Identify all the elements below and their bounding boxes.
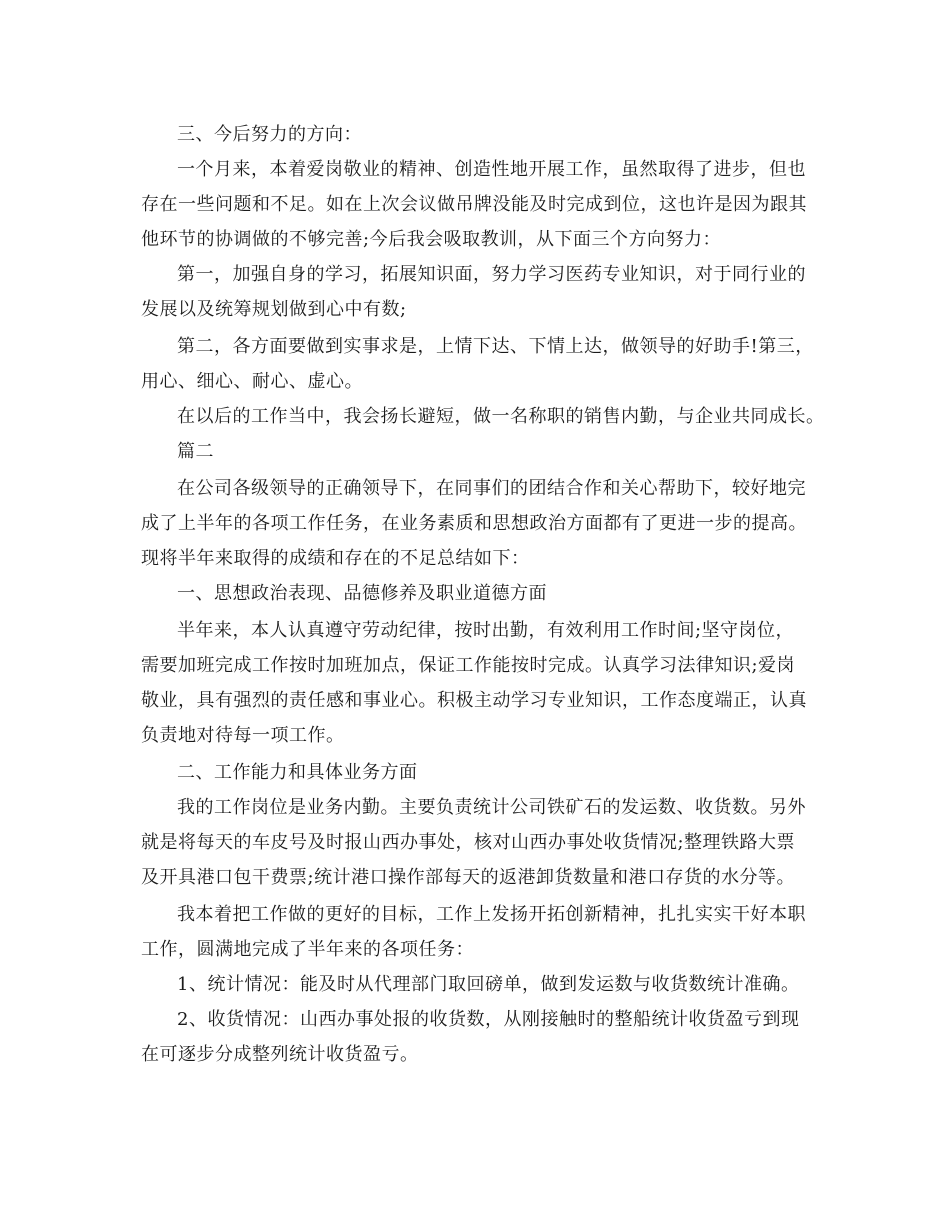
- paragraph-line: 敬业，具有强烈的责任感和事业心。积极主动学习专业知识，工作态度端正，认真: [141, 690, 807, 711]
- list-item-statistics: 1、统计情况：能及时从代理部门取回磅单，做到发运数与收货数统计准确。: [177, 974, 800, 995]
- paragraph-line: 在以后的工作当中，我会扬长避短，做一名称职的销售内勤，与企业共同成长。: [177, 406, 825, 427]
- section-heading-political: 一、思想政治表现、品德修养及职业道德方面: [177, 583, 547, 604]
- paragraph-line: 发展以及统筹规划做到心中有数;: [141, 299, 407, 320]
- section-heading-work-ability: 二、工作能力和具体业务方面: [177, 762, 418, 783]
- paragraph-line: 成了上半年的各项工作任务，在业务素质和思想政治方面都有了更进一步的提高。: [141, 513, 807, 534]
- paragraph-line: 及开具港口包干费票;统计港口操作部每天的返港卸货数量和港口存货的水分等。: [141, 867, 796, 888]
- paragraph-line: 工作，圆满地完成了半年来的各项任务：: [141, 939, 474, 960]
- paragraph-line: 我的工作岗位是业务内勤。主要负责统计公司铁矿石的发运数、收货数。另外: [177, 797, 806, 818]
- paragraph-line: 第二，各方面要做到实事求是，上情下达、下情上达，做领导的好助手!第三，: [177, 336, 814, 357]
- paragraph-line: 第一，加强自身的学习，拓展知识面，努力学习医药专业知识，对于同行业的: [177, 264, 806, 285]
- section-heading-future-direction: 三、今后努力的方向：: [177, 124, 362, 145]
- list-item-receiving: 2、收货情况：山西办事处报的收货数，从刚接触时的整船统计收货盈亏到现: [177, 1009, 800, 1030]
- paragraph-line: 负责地对待每一项工作。: [141, 725, 345, 746]
- paragraph-line: 半年来，本人认真遵守劳动纪律，按时出勤，有效利用工作时间;坚守岗位，: [177, 620, 795, 641]
- paragraph-line: 在公司各级领导的正确领导下，在同事们的团结合作和关心帮助下，较好地完: [177, 478, 806, 499]
- paragraph-line: 我本着把工作做的更好的目标，工作上发扬开拓创新精神，扎扎实实干好本职: [177, 904, 806, 925]
- paragraph-line: 用心、细心、耐心、虚心。: [141, 371, 363, 392]
- paragraph-line: 现将半年来取得的成绩和存在的不足总结如下：: [141, 548, 530, 569]
- section-heading-part-two: 篇二: [177, 441, 214, 462]
- paragraph-line: 就是将每天的车皮号及时报山西办事处，核对山西办事处收货情况;整理铁路大票: [141, 832, 796, 853]
- paragraph-line: 他环节的协调做的不够完善;今后我会吸取教训，从下面三个方向努力：: [141, 229, 722, 250]
- paragraph-line: 在可逐步分成整列统计收货盈亏。: [141, 1044, 419, 1065]
- paragraph-line: 存在一些问题和不足。如在上次会议做吊牌没能及时完成到位，这也许是因为跟其: [141, 194, 807, 215]
- paragraph-line: 一个月来，本着爱岗敬业的精神、创造性地开展工作，虽然取得了进步，但也: [177, 159, 806, 180]
- paragraph-line: 需要加班完成工作按时加班加点，保证工作能按时完成。认真学习法律知识;爱岗: [141, 655, 796, 676]
